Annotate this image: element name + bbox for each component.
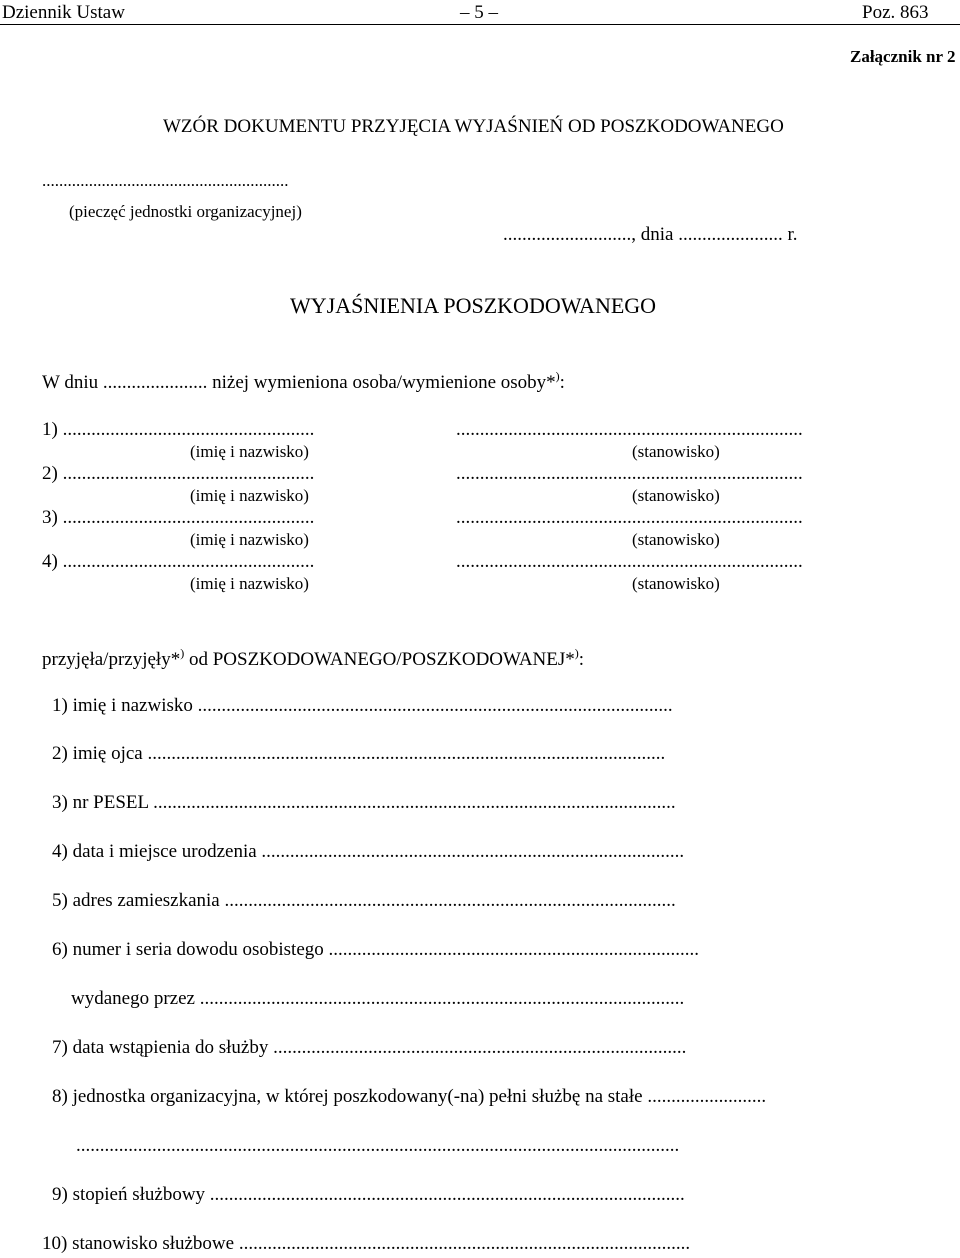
position-number: Poz. 863 xyxy=(862,2,929,23)
person-1-name-caption: (imię i nazwisko) xyxy=(190,442,309,461)
field-unit: 8) jednostka organizacyjna, w której poszkodowany(-na) pełni służbę na stałe ......................... xyxy=(52,1087,767,1106)
journal-name: Dziennik Ustaw xyxy=(2,2,125,23)
person-1-name-dots: 1) ..................................................... xyxy=(42,420,315,439)
field-address: 5) adres zamieszkania ............................................................................................... xyxy=(52,891,676,910)
field-birth-date-place: 4) data i miejsce urodzenia ......................................................................................... xyxy=(52,842,685,861)
header-rule xyxy=(0,24,960,25)
intro-colon: : xyxy=(559,372,565,393)
field-name: 1) imię i nazwisko .................................................................................................... xyxy=(52,696,673,715)
person-1-position-caption: (stanowisko) xyxy=(632,442,720,461)
received-from: od POSZKODOWANEGO/POSZKODOWANEJ* xyxy=(184,649,575,670)
annex-label: Załącznik nr 2 xyxy=(850,47,956,66)
person-3-position-dots: ......................................................................... xyxy=(456,508,803,527)
person-3-name-caption: (imię i nazwisko) xyxy=(190,530,309,549)
person-4-position-caption: (stanowisko) xyxy=(632,574,720,593)
field-unit-continuation: ............................................................................................................................... xyxy=(76,1136,680,1155)
received-colon: : xyxy=(578,649,585,670)
received-verb: przyjęła/przyjęły* xyxy=(42,649,181,670)
field-id-card: 6) numer i seria dowodu osobistego .............................................................................. xyxy=(52,940,700,959)
person-4-name-dots: 4) ..................................................... xyxy=(42,552,315,571)
field-father-name: 2) imię ojca ............................................................................................................. xyxy=(52,744,666,763)
date-line: ..........................., dnia ...................... r. xyxy=(503,225,798,244)
received-line xyxy=(42,647,584,669)
stamp-caption: (pieczęć jednostki organizacyjnej) xyxy=(69,202,302,221)
person-4-position-dots: ......................................................................... xyxy=(456,552,803,571)
person-1-position-dots: ......................................................................... xyxy=(456,420,803,439)
person-4-name-caption: (imię i nazwisko) xyxy=(190,574,309,593)
field-service-start: 7) data wstąpienia do służby ....................................................................................... xyxy=(52,1038,687,1057)
received-footnote-mark-1: ) xyxy=(180,646,185,660)
field-issued-by: wydanego przez ...................................................................................................... xyxy=(52,989,685,1008)
field-rank: 9) stopień służbowy .................................................................................................... xyxy=(52,1185,685,1204)
main-title: WYJAŚNIENIA POSZKODOWANEGO xyxy=(290,293,657,318)
received-footnote-mark-2: ) xyxy=(574,646,579,660)
field-post: 10) stanowisko służbowe ............................................................................................... xyxy=(42,1234,691,1253)
person-3-position-caption: (stanowisko) xyxy=(632,530,720,549)
stamp-dots: .......................................................... xyxy=(42,172,289,189)
person-2-position-caption: (stanowisko) xyxy=(632,486,720,505)
person-2-name-caption: (imię i nazwisko) xyxy=(190,486,309,505)
field-pesel: 3) nr PESEL .............................................................................................................. xyxy=(52,793,676,812)
person-2-position-dots: ......................................................................... xyxy=(456,464,803,483)
intro-footnote-mark: ) xyxy=(555,369,560,383)
page-number: – 5 – xyxy=(460,2,498,23)
intro-text: W dniu ...................... niżej wymieniona osoba/wymienione osoby* xyxy=(42,372,556,393)
person-3-name-dots: 3) ..................................................... xyxy=(42,508,315,527)
person-2-name-dots: 2) ..................................................... xyxy=(42,464,315,483)
intro-line xyxy=(42,370,565,392)
document-title: WZÓR DOKUMENTU PRZYJĘCIA WYJAŚNIEŃ OD POSZKODOWANEGO xyxy=(163,116,784,137)
